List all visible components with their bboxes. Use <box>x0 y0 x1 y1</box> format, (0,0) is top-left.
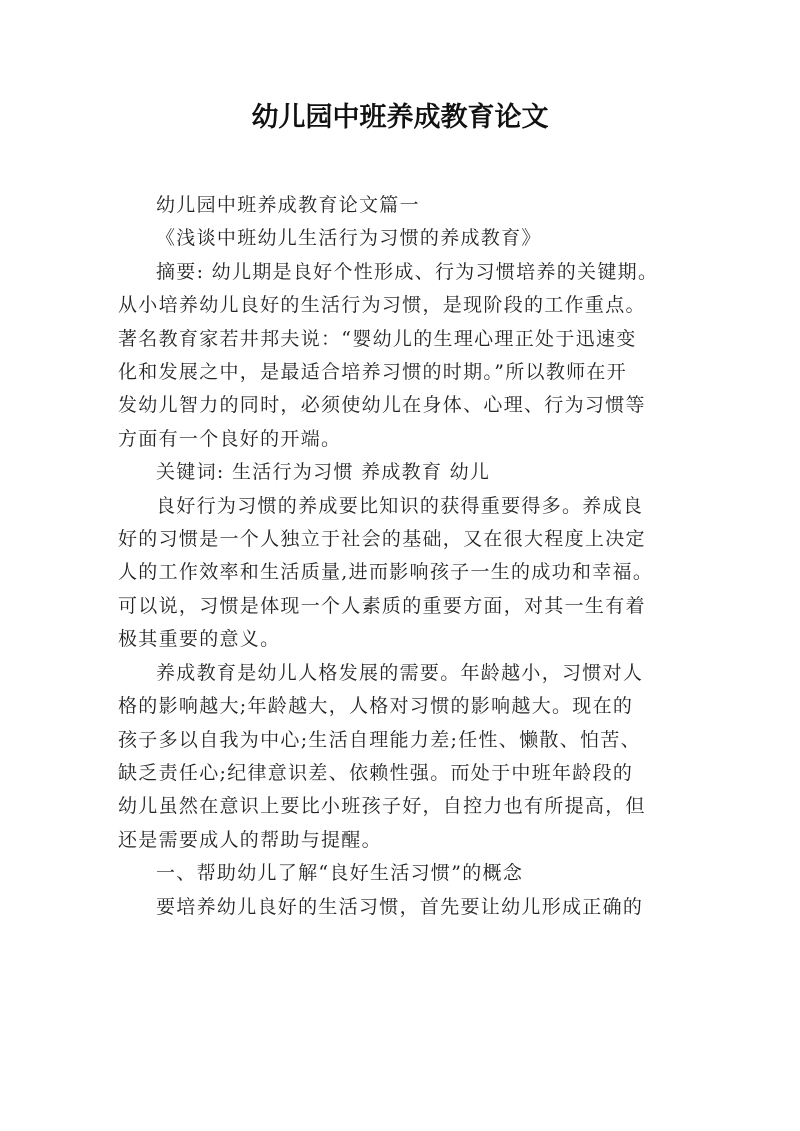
paragraph-personality: 养成教育是幼儿人格发展的需要。年龄越小，习惯对人 格的影响越大;年龄越大，人格对习惯的影响越大。现在的 孩子多以自我为中心;生活自理能力差;任性、懒散、怕苦、 缺乏责任心;纪律意识差、依赖性强。而处于中班年龄段的 幼儿虽然在意识上要比小班孩子好，自控力也有所提高，但 还是需要成人的帮助与提醒。 <box>118 661 646 851</box>
section-heading-1: 一、帮助幼儿了解“良好生活习惯”的概念 <box>156 862 524 885</box>
document-title: 幼儿园中班养成教育论文 <box>251 102 549 133</box>
paragraph-article-label: 幼儿园中班养成教育论文篇一 <box>156 194 420 216</box>
document-body <box>118 189 684 924</box>
paragraph-importance: 良好行为习惯的养成要比知识的获得重要得多。养成良 好的习惯是一个人独立于社会的基础，又在很大程度上决定 人的工作效率和生活质量,进而影响孩子一生的成功和幸福。 可以说，习惯是体现一个人素质的重要方面，对其一生有着 极其重要的意义。 <box>118 494 654 651</box>
paragraph-keywords: 关键词: 生活行为习惯 养成教育 幼儿 <box>156 461 491 484</box>
paragraph-article-subtitle: 《浅谈中班幼儿生活行为习惯的养成教育》 <box>156 227 542 250</box>
paragraph-abstract: 摘要: 幼儿期是良好个性形成、行为习惯培养的关键期。 从小培养幼儿良好的生活行为习惯，是现阶段的工作重点。 著名教育家若井邦夫说：“婴幼儿的生理心理正处于迅速变 化和发展之中，是最适合培养习惯的时期。”所以教师在开 发幼儿智力的同时，必须使幼儿在身体、心理、行为习惯等 方面有一个良好的开端。 <box>118 260 659 450</box>
paragraph-section-1: 要培养幼儿良好的生活习惯，首先要让幼儿形成正确的 <box>156 895 644 918</box>
